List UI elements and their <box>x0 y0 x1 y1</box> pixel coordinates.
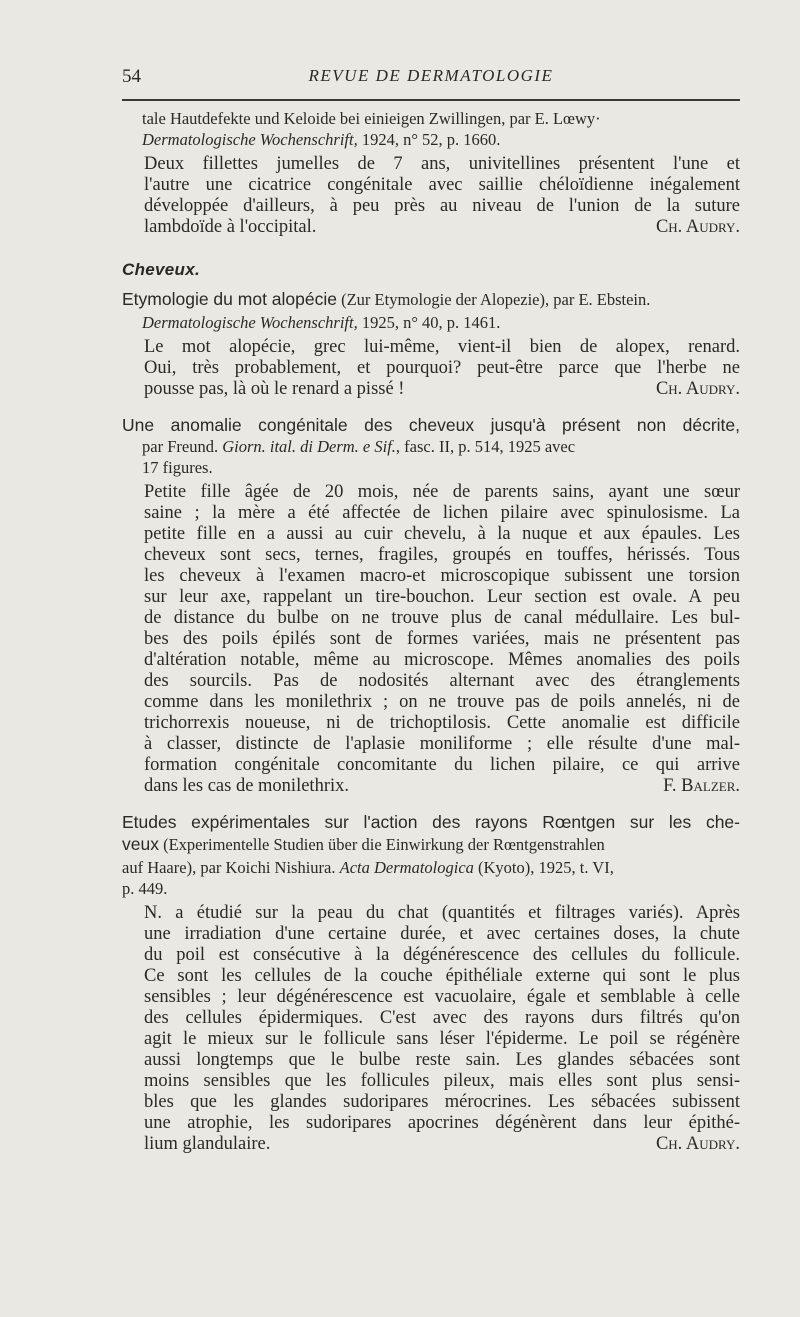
body-line: des sourcils. Pas de nodosités alternant avec des étranglements <box>144 671 740 691</box>
article-title-bold: veux <box>122 834 159 854</box>
reference-details: 1925, n° 40, p. 1461. <box>357 313 501 332</box>
article-title: Etudes expérimentales sur l'action des rayons Rœntgen sur les che- <box>122 812 740 832</box>
body-line: développée d'ailleurs, à peu près au niveau de l'union de la suture <box>144 196 740 216</box>
body-line: bes des poils épilés sont de formes variées, mais ne présentent pas <box>144 629 740 649</box>
body-line: cheveux sont secs, ternes, fragiles, groupés en touffes, hérissés. Tous <box>144 545 740 565</box>
reference-line <box>122 857 740 878</box>
page-number: 54 <box>122 66 141 87</box>
body-line: comme dans les monilethrix ; on ne trouve pas de poils annelés, ni de <box>144 692 740 712</box>
article-rayons-roentgen <box>122 811 740 1155</box>
body-line-text: lium glandulaire. <box>144 1134 271 1154</box>
journal-name: Dermatologische Wochenschrift, <box>142 130 358 149</box>
reference-author: auf Haare), par Koichi Nishiura. <box>122 858 340 877</box>
body-line: bles que les glandes sudoripares mérocrines. Les sébacées subissent <box>144 1092 740 1112</box>
reference-author: par Freund. <box>142 437 223 456</box>
body-line: trichorrexis noueuse, ni de trichoptilosis. Cette anomalie est difficile <box>144 713 740 733</box>
reference-line <box>122 436 740 457</box>
body-line: Oui, très probablement, et pourquoi? peut-être parce que l'herbe ne <box>144 358 740 378</box>
body-line: N. a étudié sur la peau du chat (quantités et filtrages variés). Après <box>144 903 740 923</box>
article-reference <box>122 108 740 150</box>
reference-line: p. 449. <box>122 879 168 898</box>
body-line: de distance du bulbe on ne trouve plus de canal médullaire. Les bul- <box>144 608 740 628</box>
reference-details: , fasc. II, p. 514, 1925 avec <box>395 437 576 456</box>
body-line-text: pousse pas, là où le renard a pissé ! <box>144 379 405 399</box>
reference-line <box>122 129 740 150</box>
journal-name: Dermatologische Wochenschrift, <box>142 313 358 332</box>
body-line-text: lambdoïde à l'occipital. <box>144 217 317 237</box>
body-line: moins sensibles que les follicules pileux, mais elles sont plus sensi- <box>144 1071 740 1091</box>
article-etymologie <box>122 288 740 400</box>
body-line: une irradiation d'une certaine durée, et avec certaines doses, la chute <box>144 924 740 944</box>
article-anomalie-cheveux <box>122 414 740 797</box>
body-line: Deux fillettes jumelles de 7 ans, univitellines présentent l'une et <box>144 154 740 174</box>
body-line: sur leur axe, rappelant un tire-bouchon. Leur section est ovale. A peu <box>144 587 740 607</box>
running-title: REVUE DE DERMATOLOGIE <box>308 66 554 85</box>
article-reference <box>122 857 740 899</box>
body-line: formation congénitale concomitante du lichen pilaire, ce qui arrive <box>144 755 740 775</box>
page-content <box>122 108 740 1155</box>
article-reference <box>122 436 740 478</box>
author-signature: Ch. Audry. <box>655 217 740 237</box>
body-line: l'autre une cicatrice congénitale avec saillie chéloïdienne inégalement <box>144 175 740 195</box>
journal-name: Giorn. ital. di Derm. e Sif. <box>222 437 396 456</box>
body-line-last <box>144 776 740 797</box>
author-signature: Ch. Audry. <box>655 1134 740 1154</box>
page-header <box>122 62 740 92</box>
article-keloides <box>122 108 740 238</box>
body-line: agit le mieux sur le follicule sans léser l'épiderme. Le poil se régénère <box>144 1029 740 1049</box>
article-body <box>122 482 740 797</box>
article-title-rest: (Experimentelle Studien über die Einwirkung der Rœntgenstrahlen <box>158 835 605 854</box>
article-title-rest: (Zur Etymologie der Alopezie), par E. Ebstein. <box>336 290 651 309</box>
article-reference <box>122 312 740 333</box>
article-body <box>122 903 740 1155</box>
body-line-last <box>144 217 740 238</box>
author-signature: F. Balzer. <box>663 776 740 796</box>
body-line: sensibles ; leur dégénérescence est vacuolaire, égale et semblable à celle <box>144 987 740 1007</box>
body-line: du poil est consécutive à la dégénérescence des cellules du follicule. <box>144 945 740 965</box>
body-line: petite fille en a aussi au cuir chevelu, à la nuque et aux épaules. Les <box>144 524 740 544</box>
body-line: Ce sont les cellules de la couche épithéliale externe qui sont le plus <box>144 966 740 986</box>
journal-name: Acta Dermatologica <box>339 858 474 877</box>
body-line: Le mot alopécie, grec lui-même, vient-il bien de alopex, renard. <box>144 337 740 357</box>
author-signature: Ch. Audry. <box>655 379 740 399</box>
article-title <box>122 288 740 312</box>
body-line: les cheveux à l'examen macro-et microscopique subissent une torsion <box>144 566 740 586</box>
article-title <box>122 833 740 857</box>
reference-details: 1924, n° 52, p. 1660. <box>357 130 501 149</box>
body-line: d'altération notable, même au microscope. Mêmes anomalies des poils <box>144 650 740 670</box>
body-line: saine ; la mère a été affectée de lichen pilaire avec spinulosisme. La <box>144 503 740 523</box>
header-rule <box>122 99 740 101</box>
body-line-text: dans les cas de monilethrix. <box>144 776 349 796</box>
article-body <box>122 337 740 400</box>
body-line-last <box>144 379 740 400</box>
body-line: aussi longtemps que le bulbe reste sain. Les glandes sébacées sont <box>144 1050 740 1070</box>
body-line: à classer, distincte de l'aplasie moniliforme ; elle résulte d'une mal- <box>144 734 740 754</box>
reference-details: (Kyoto), 1925, t. VI, <box>473 858 614 877</box>
body-line: une atrophie, les sudoripares apocrines dégénèrent dans leur épithé- <box>144 1113 740 1133</box>
reference-line: tale Hautdefekte und Keloide bei einieigen Zwillingen, par E. Lœwy· <box>142 109 601 128</box>
article-title: Une anomalie congénitale des cheveux jusqu'à présent non décrite, <box>122 415 740 435</box>
section-heading: Cheveux. <box>122 260 200 279</box>
article-title-bold: Etymologie du mot alopécie <box>122 289 337 309</box>
reference-line: 17 figures. <box>142 458 213 477</box>
reference-line <box>122 312 740 333</box>
body-line-last <box>144 1134 740 1155</box>
body-line: Petite fille âgée de 20 mois, née de parents sains, ayant une sœur <box>144 482 740 502</box>
body-line: des cellules épidermiques. C'est avec des rayons durs filtrés qu'on <box>144 1008 740 1028</box>
article-body <box>122 154 740 238</box>
